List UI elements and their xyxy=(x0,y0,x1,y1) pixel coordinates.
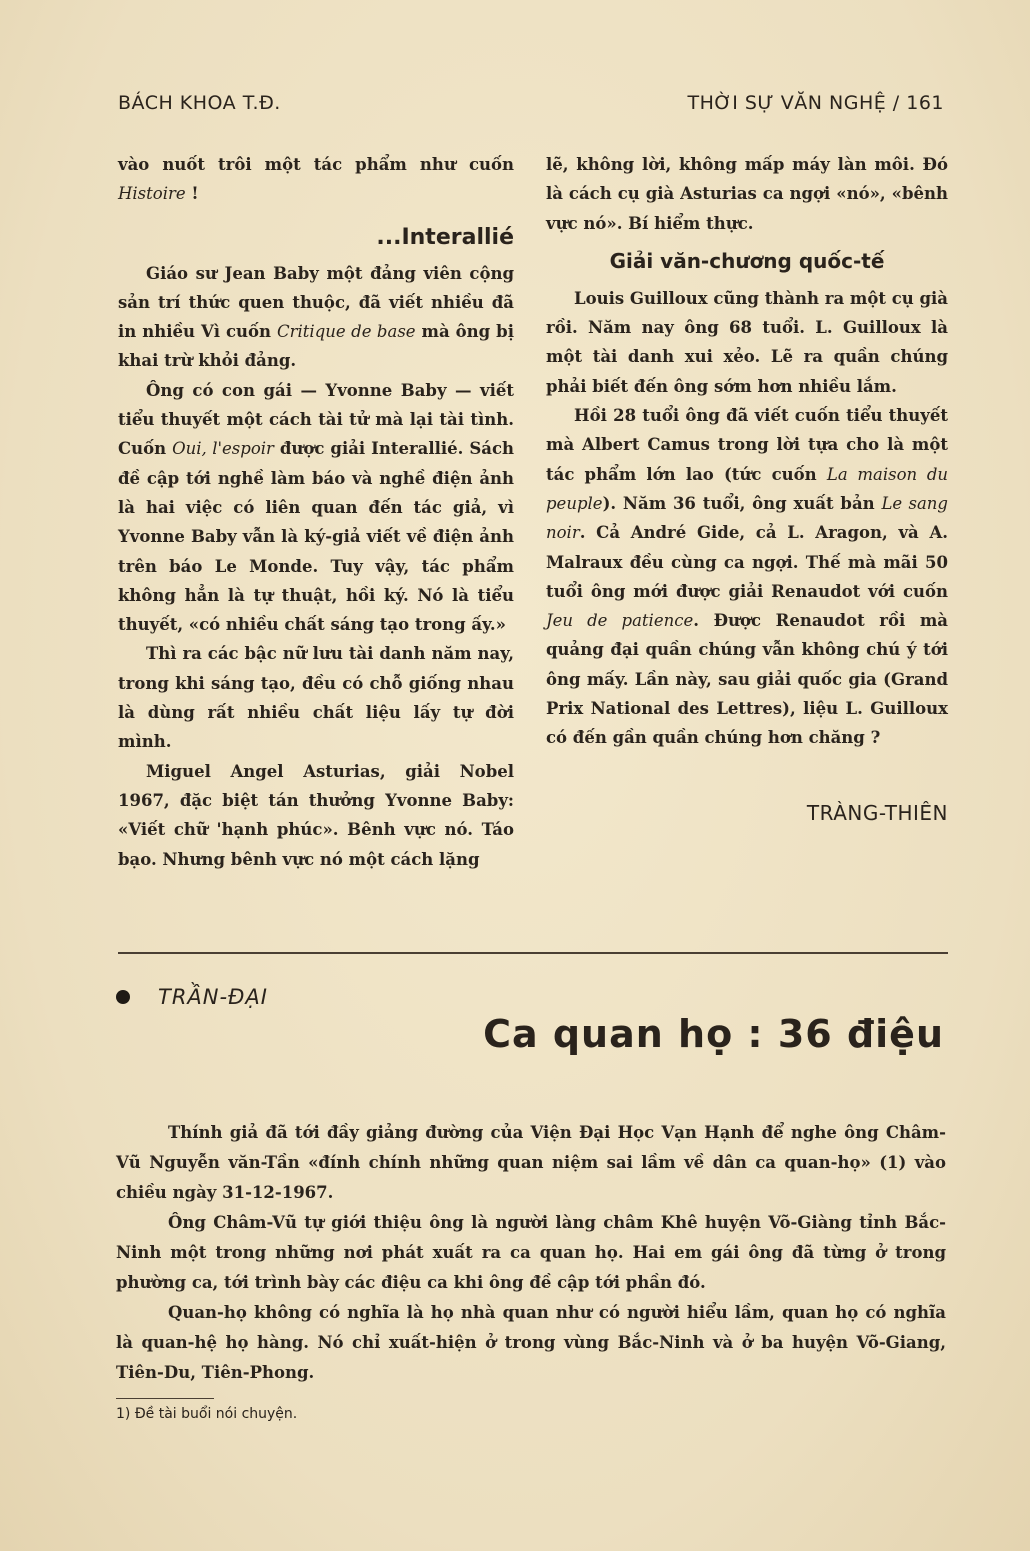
bullet-icon xyxy=(116,990,130,1004)
paragraph: Thì ra các bậc nữ lưu tài danh năm nay, trong khi sáng tạo, đều có chỗ giống nhau là dùng rất nhiều chất liệu lấy tự đời mình. xyxy=(118,644,514,752)
section-and-page-number: THỜI SỰ VĂN NGHỆ / 161 xyxy=(687,92,944,114)
magazine-name: BÁCH KHOA T.Đ. xyxy=(118,92,281,114)
paragraph: Quan-họ không có nghĩa là họ nhà quan như có người hiểu lầm, quan họ có nghĩa là quan-hệ họ hàng. Nó chỉ xuất-hiện ở trong vùng Bắc-Ninh và ở ba huyện Võ-Giang, Tiên-Du, Tiên-Phong. xyxy=(116,1303,946,1382)
subheading-international-prize: Giải văn-chương quốc-tế xyxy=(609,248,885,273)
paragraph: lẽ, không lời, không mấp máy làn môi. Đó là cách cụ già Asturias ca ngợi «nó», «bênh vực nó». Bí hiểm thực. xyxy=(546,155,948,233)
article-body xyxy=(116,1118,946,1388)
footnote: 1) Đề tài buổi nói chuyện. xyxy=(116,1406,298,1422)
paragraph: Ông Châm-Vũ tự giới thiệu ông là người làng châm Khê huyện Võ-Giàng tỉnh Bắc-Ninh một trong những nơi phát xuất ra ca quan họ. Hai em gái ông đã từng ở trong phường ca, tới trình bày các điệu ca khi ông đề cập tới phần đó. xyxy=(116,1213,946,1292)
right-column xyxy=(546,150,948,828)
author-name: TRẦN-ĐẠI xyxy=(158,985,268,1009)
section-divider xyxy=(118,952,948,954)
paragraph: Ông có con gái — Yvonne Baby — viết tiểu thuyết một cách tài tử mà lại tài tình. Cuốn Oui, l'espoir được giải Interallié. Sách đề cập tới nghề làm báo và nghề điện ảnh là hai việc có liên quan đến tác giả, vì Yvonne Baby vẫn là ký-giả viết về điện ảnh trên báo Le Monde. Tuy vậy, tác phẩm không hẳn là tự thuật, hồi ký. Nó là tiểu thuyết, «có nhiều chất sáng tạo trong ấy.» xyxy=(118,380,515,635)
paragraph: Thính giả đã tới đầy giảng đường của Viện Đại Học Vạn Hạnh để nghe ông Châm-Vũ Nguyễn văn-Tần «đính chính những quan niệm sai lầm về dân ca quan-họ» (1) vào chiều ngày 31-12-1967. xyxy=(116,1123,946,1202)
author-signature: TRÀNG-THIÊN xyxy=(806,800,948,825)
left-column xyxy=(118,150,514,874)
paragraph: vào nuốt trôi một tác phẩm như cuốn Histoire ! xyxy=(118,155,514,204)
paragraph: Giáo sư Jean Baby một đảng viên cộng sản trí thức quen thuộc, đã viết nhiều đã in nhiều Vì cuốn Critique de base mà ông bị khai trừ khỏi đảng. xyxy=(118,263,514,371)
paragraph: Hồi 28 tuổi ông đã viết cuốn tiểu thuyết mà Albert Camus trong lời tựa cho là một tác phẩm lớn lao (tức cuốn La maison du peuple). Năm 36 tuổi, ông xuất bản Le sang noir. Cả André Gide, cả L. Aragon, và A. Malraux đều cùng ca ngợi. Thế mà mãi 50 tuổi ông mới được giải Renaudot với cuốn Jeu de patience. Được Renaudot rồi mà quảng đại quần chúng vẫn không chú ý tới ông mấy. Lần này, sau giải quốc gia (Grand Prix National des Lettres), liệu L. Guilloux có đến gần quần chúng hơn chăng ? xyxy=(546,406,949,748)
article-title: Ca quan họ : 36 điệu xyxy=(483,1012,944,1056)
running-header xyxy=(118,92,944,122)
footnote-divider xyxy=(116,1398,214,1399)
paragraph: Louis Guilloux cũng thành ra một cụ già rồi. Năm nay ông 68 tuổi. L. Guilloux là một tài danh xui xẻo. Lẽ ra quần chúng phải biết đến ông sớm hơn nhiều lắm. xyxy=(546,288,948,396)
paragraph: Miguel Angel Asturias, giải Nobel 1967, đặc biệt tán thưởng Yvonne Baby: «Viết chữ 'hạnh phúc». Bênh vực nó. Táo bạo. Nhưng bênh vực nó một cách lặng xyxy=(118,761,514,869)
article-author xyxy=(116,982,268,1012)
subheading-interallie: ...Interallié xyxy=(376,224,514,250)
